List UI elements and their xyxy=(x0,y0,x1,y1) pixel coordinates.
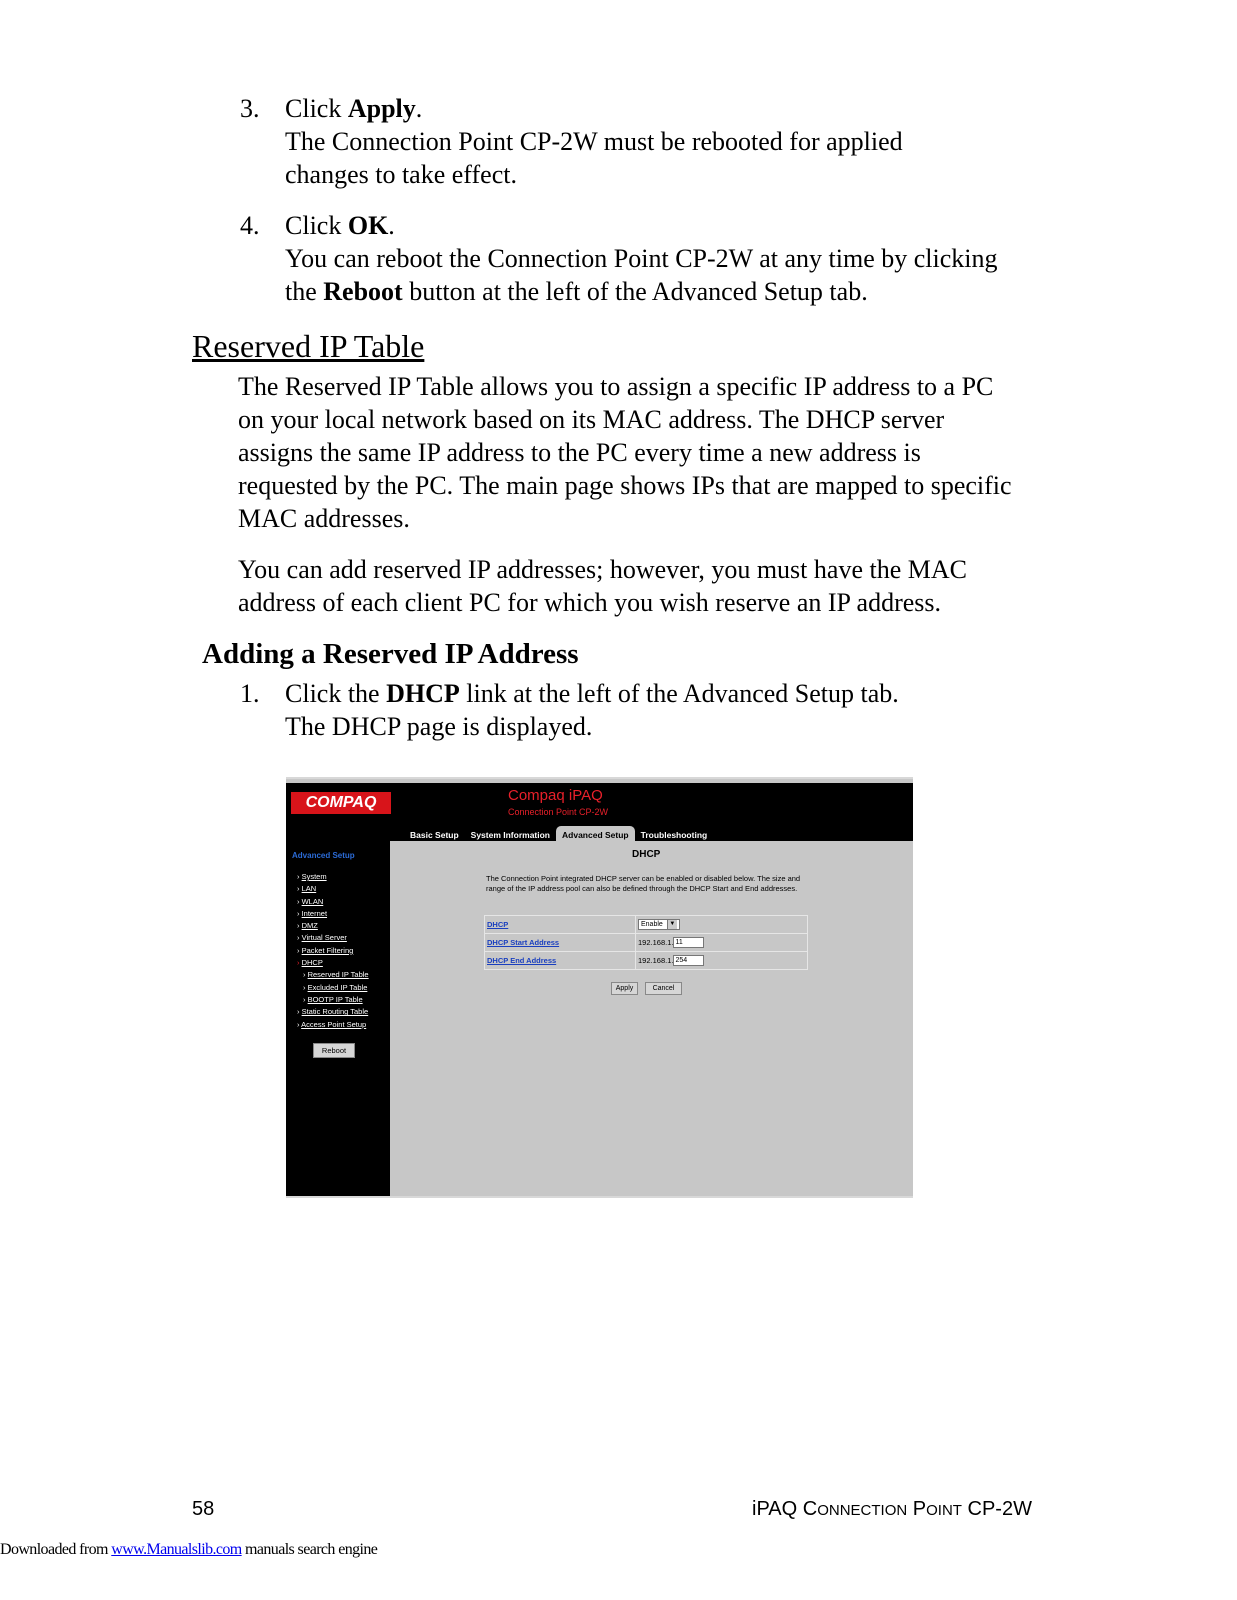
sidebar-item-label: Virtual Server xyxy=(301,933,347,943)
chevron-right-icon: › xyxy=(297,921,300,931)
sidebar-item-label: Reserved IP Table xyxy=(307,970,369,980)
start-address-value xyxy=(636,934,807,951)
detail-text-end: button at the left of the Advanced Setup tab. xyxy=(402,277,868,306)
subsection-title: Adding a Reserved IP Address xyxy=(202,638,579,670)
apply-button[interactable]: Apply xyxy=(611,982,638,995)
running-head-part: P xyxy=(907,1498,927,1520)
ip-prefix: 192.168.1. xyxy=(638,938,674,947)
sidebar-item-wlan[interactable] xyxy=(297,896,369,908)
chevron-right-icon: › xyxy=(297,1007,300,1017)
step-tail: link at the left of the Advanced Setup tab. xyxy=(459,679,899,708)
step-bold: OK xyxy=(347,211,389,240)
sidebar-item-static-routing-table[interactable] xyxy=(297,1006,369,1018)
sidebar-item-label: WLAN xyxy=(301,896,324,906)
app-title: Compaq iPAQ xyxy=(508,787,603,804)
step-number: 1. xyxy=(240,679,260,708)
form-row-start-address xyxy=(485,934,807,952)
dhcp-description: The Connection Point integrated DHCP server can be enabled or disabled below. The size and range of the IP address pool can also be defined through the DHCP Start and End addresses. xyxy=(486,874,801,893)
dhcp-select[interactable] xyxy=(638,919,680,930)
chevron-right-icon: › xyxy=(297,933,300,943)
chevron-right-icon: › xyxy=(297,908,300,918)
sidebar-item-label: Packet Filtering xyxy=(301,945,354,955)
detail-text: You can reboot the Connection Point CP-2W at any time by clicking the xyxy=(285,244,998,306)
step-text: Click xyxy=(285,211,348,240)
section-title: Reserved IP Table xyxy=(192,328,425,364)
download-suffix: manuals search engine xyxy=(241,1541,378,1558)
app-subtitle: Connection Point CP-2W xyxy=(508,807,609,817)
sidebar xyxy=(286,841,390,1196)
chevron-right-icon: › xyxy=(297,896,300,906)
sidebar-item-system[interactable] xyxy=(297,871,369,883)
sidebar-item-label: BOOTP IP Table xyxy=(307,994,363,1004)
step-detail xyxy=(285,242,1015,308)
end-address-input[interactable]: 254 xyxy=(673,955,704,966)
form-row-dhcp xyxy=(485,916,807,934)
sidebar-item-packet-filtering[interactable] xyxy=(297,945,369,957)
sidebar-menu xyxy=(297,871,369,1031)
running-head-part: OINT xyxy=(926,1502,962,1519)
step-number: 4. xyxy=(240,211,260,240)
sidebar-item-label: Internet xyxy=(301,908,328,918)
chevron-right-icon: › xyxy=(297,958,300,968)
chevron-right-icon: › xyxy=(297,884,300,894)
sidebar-item-internet[interactable] xyxy=(297,908,369,920)
sidebar-item-label: DHCP xyxy=(301,958,323,968)
sidebar-item-label: Excluded IP Table xyxy=(307,982,368,992)
compaq-logo: COMPAQ xyxy=(291,792,391,814)
sidebar-item-reserved-ip-table[interactable] xyxy=(297,969,369,981)
step-number: 3. xyxy=(240,94,260,123)
sidebar-item-lan[interactable] xyxy=(297,883,369,895)
step-bold: Apply xyxy=(347,94,416,123)
page-number: 58 xyxy=(192,1498,215,1520)
dhcp-select-value: Enable xyxy=(641,921,663,928)
running-head-part: iPAQ C xyxy=(752,1498,818,1520)
sidebar-item-access-point-setup[interactable] xyxy=(297,1019,369,1031)
app-header xyxy=(286,783,913,841)
paragraph-2: You can add reserved IP addresses; however, you must have the MAC address of each client PC for which you wish reserve an IP address. xyxy=(238,555,967,617)
sidebar-item-label: System xyxy=(301,872,327,881)
tab-advanced-setup[interactable]: Advanced Setup xyxy=(556,826,635,845)
sidebar-item-dmz[interactable] xyxy=(297,920,369,932)
tab-bar xyxy=(404,826,713,845)
tab-basic-setup[interactable]: Basic Setup xyxy=(410,830,459,840)
sidebar-item-virtual-server[interactable] xyxy=(297,932,369,944)
sidebar-item-label: DMZ xyxy=(301,921,318,931)
step-tail: . xyxy=(388,211,395,240)
sidebar-item-label: Access Point Setup xyxy=(301,1019,367,1029)
dhcp-link[interactable]: DHCP xyxy=(485,916,636,933)
detail-bold: Reboot xyxy=(323,277,403,306)
cancel-button[interactable]: Cancel xyxy=(645,982,682,995)
step-bold: DHCP xyxy=(386,679,460,708)
manualslib-link[interactable]: www.Manualslib.com xyxy=(111,1541,242,1558)
chevron-right-icon: › xyxy=(297,945,300,955)
dhcp-value xyxy=(636,916,807,933)
step-tail: . xyxy=(415,94,423,123)
step-text: Click xyxy=(285,94,348,123)
tab-system-information[interactable]: System Information xyxy=(470,830,551,840)
page-title: DHCP xyxy=(632,849,661,860)
step-detail: The Connection Point CP-2W must be rebooted for applied changes to take effect. xyxy=(285,127,903,189)
sidebar-item-label: LAN xyxy=(301,884,317,894)
dhcp-screenshot xyxy=(286,777,913,1198)
running-head-part: ONNECTION xyxy=(817,1502,908,1519)
reboot-button[interactable]: Reboot xyxy=(313,1043,355,1058)
ip-prefix: 192.168.1. xyxy=(638,956,674,965)
chevron-down-icon: ▼ xyxy=(667,920,677,929)
chevron-right-icon: › xyxy=(303,970,306,980)
form-row-end-address xyxy=(485,952,807,969)
chevron-right-icon: › xyxy=(297,872,300,881)
running-head xyxy=(752,1498,1032,1521)
paragraph-1: The Reserved IP Table allows you to assign a specific IP address to a PC on your local network based on its MAC address. The DHCP server assigns the same IP address to the PC every time a new address is requested by the PC. The main page shows IPs that are mapped to specific MAC addresses. xyxy=(238,372,1012,533)
download-prefix: Downloaded from xyxy=(0,1541,112,1558)
end-address-value xyxy=(636,952,807,969)
step-detail: The DHCP page is displayed. xyxy=(285,712,593,741)
running-head-part: CP-2W xyxy=(961,1498,1032,1520)
dhcp-start-address-link[interactable]: DHCP Start Address xyxy=(485,934,636,951)
sidebar-item-excluded-ip-table[interactable] xyxy=(297,982,369,994)
chevron-right-icon: › xyxy=(303,994,306,1004)
step-text: Click the xyxy=(285,679,387,708)
sidebar-item-bootp-ip-table[interactable] xyxy=(297,994,369,1006)
dhcp-form xyxy=(484,915,808,970)
chevron-right-icon: › xyxy=(303,982,306,992)
chevron-right-icon: › xyxy=(297,1019,300,1029)
sidebar-title: Advanced Setup xyxy=(292,851,355,860)
tab-troubleshooting[interactable]: Troubleshooting xyxy=(640,830,708,840)
sidebar-item-label: Static Routing Table xyxy=(301,1007,369,1017)
sidebar-item-dhcp[interactable] xyxy=(297,957,369,969)
dhcp-end-address-link[interactable]: DHCP End Address xyxy=(485,952,636,969)
start-address-input[interactable]: 11 xyxy=(673,937,704,948)
download-notice xyxy=(0,1541,377,1559)
